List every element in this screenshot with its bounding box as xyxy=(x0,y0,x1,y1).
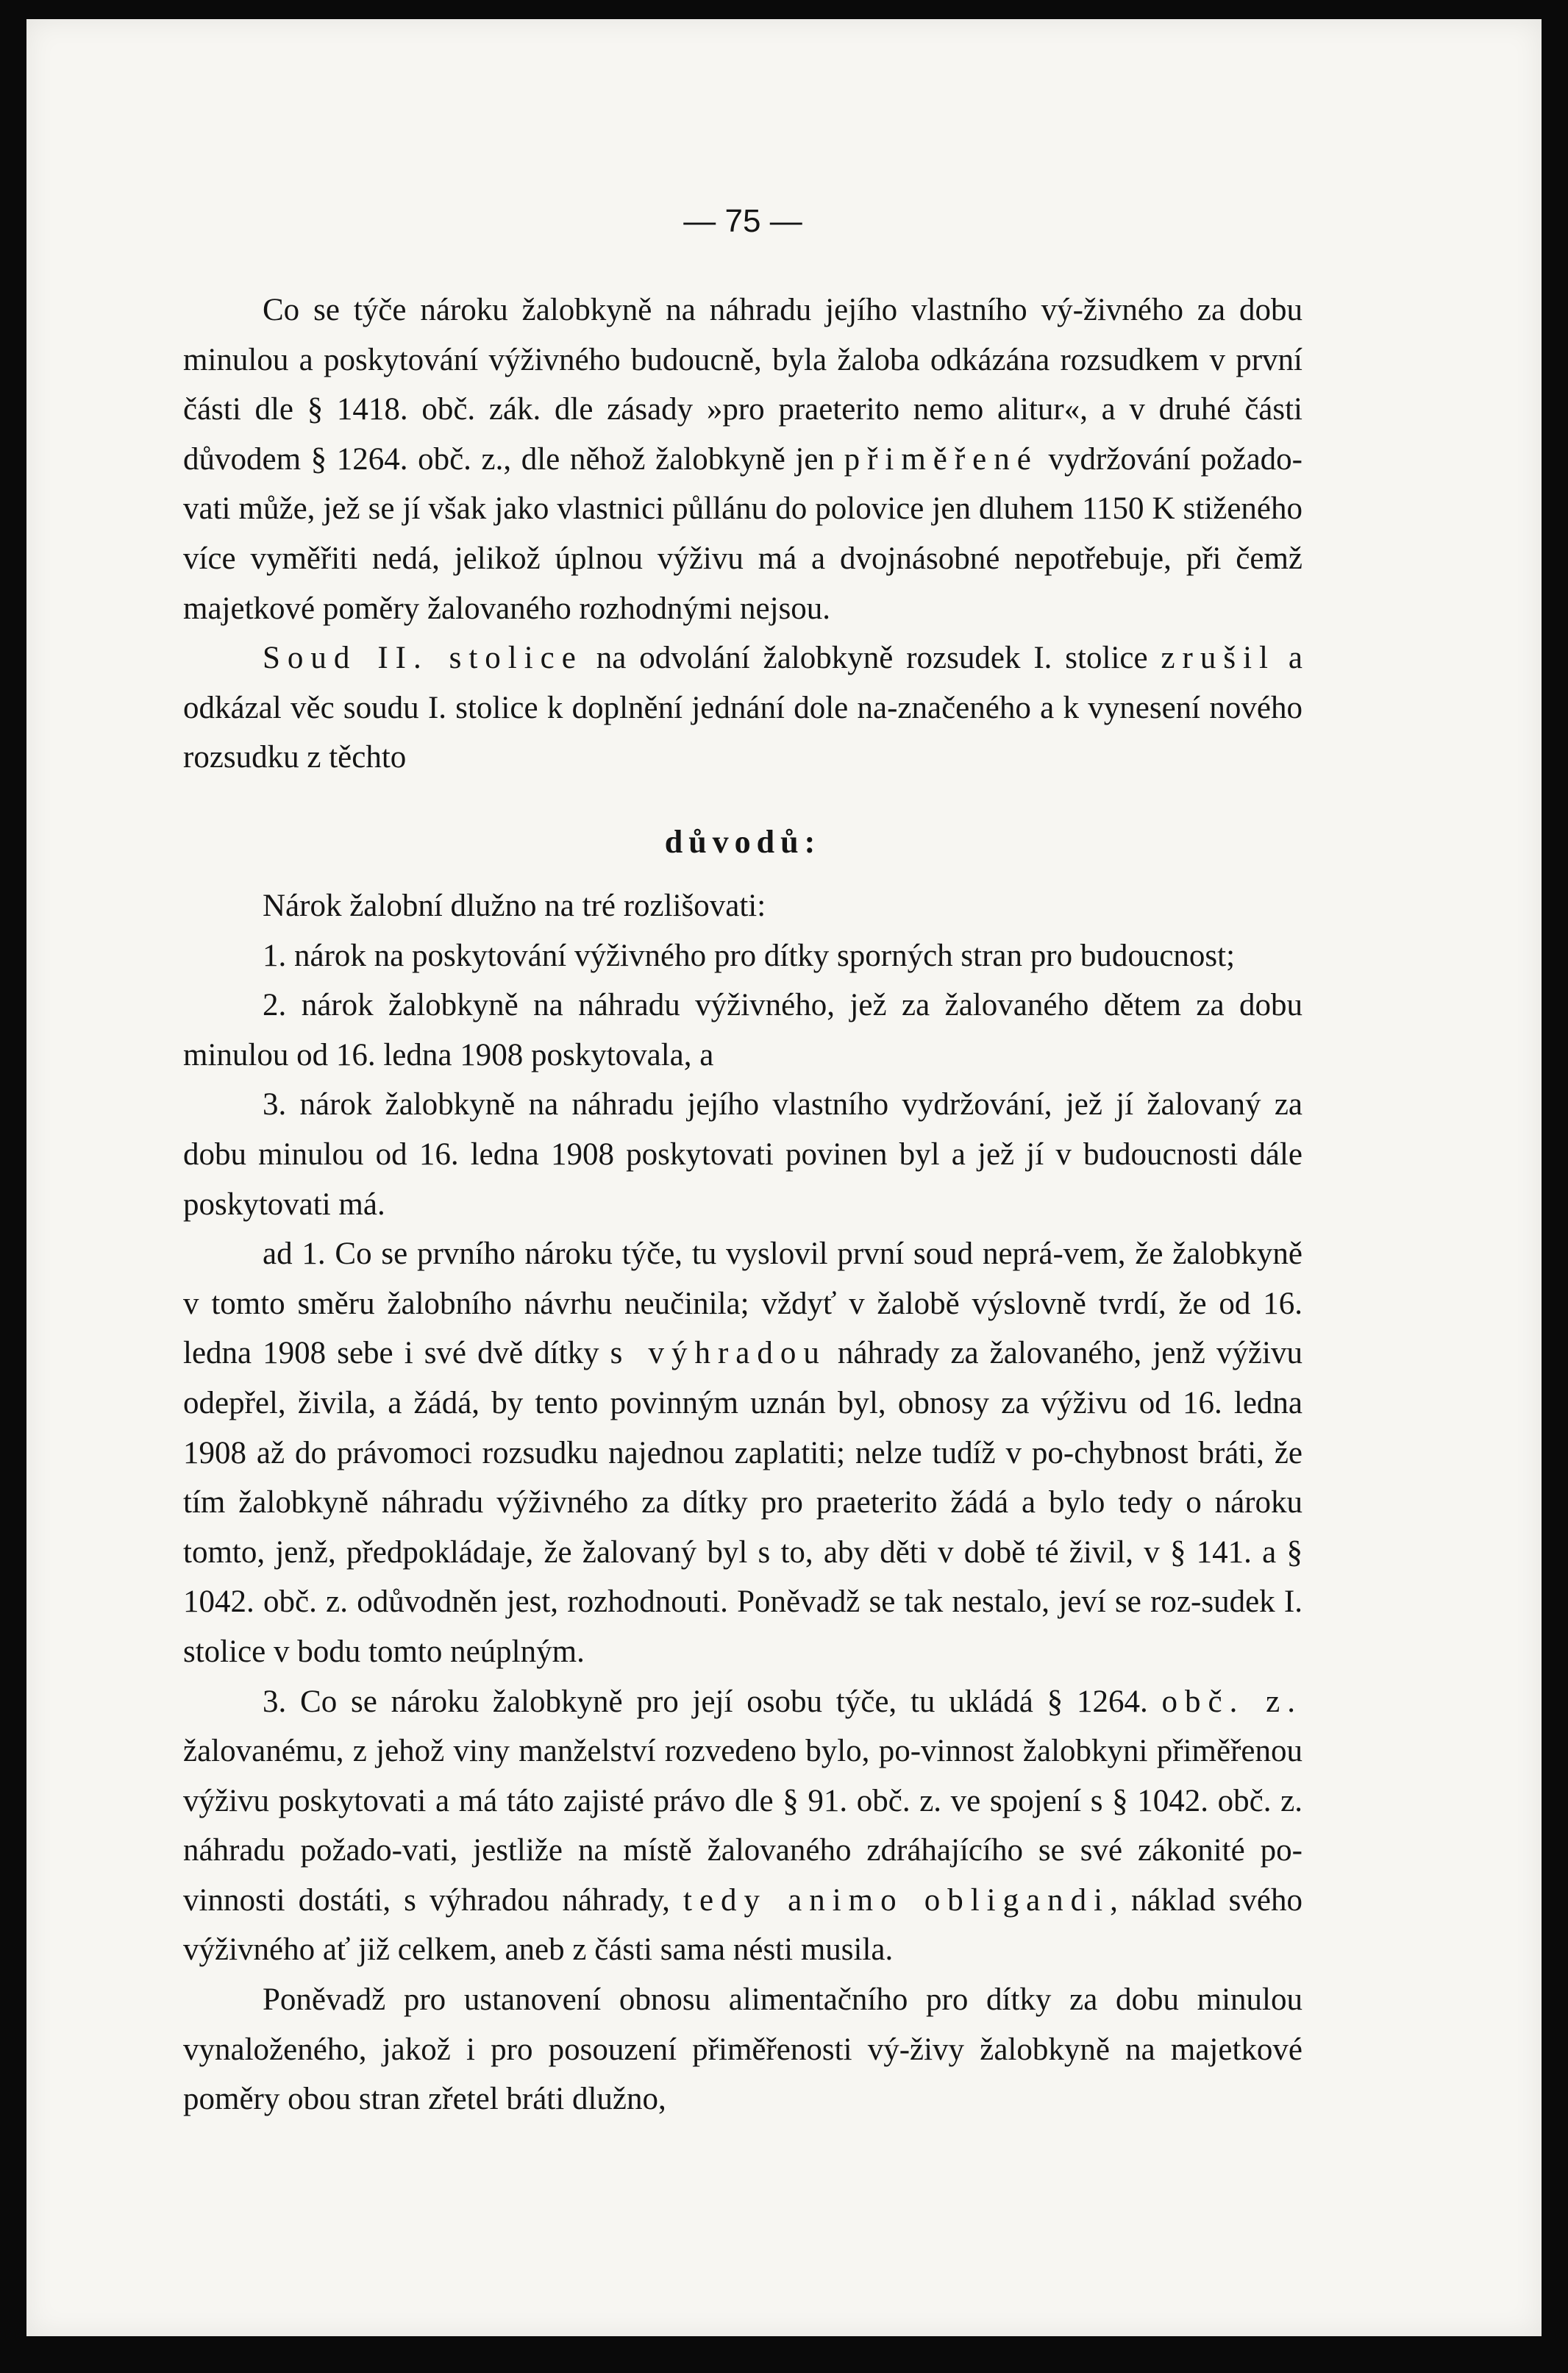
reasons-section xyxy=(183,881,1302,2124)
paragraph: ad 1. Co se prvního nároku týče, tu vyslovil první soud neprá-vem, že žalobkyně v tomto směru žalobního návrhu neučinila; vždyť v žalobě výslovně tvrdí, že od 16. ledna 1908 sebe i své dvě dítky s výhradou náhrady za žalovaného, jenž výživu odepřel, živila, a žádá, by tento povinným uznán byl, obnosy za výživu od 16. ledna 1908 až do právomoci rozsudku najednou zaplatiti; nelze tudíž v po-chybnost bráti, že tím žalobkyně náhradu výživného za dítky pro praeterito žádá a bylo tedy o nároku tomto, jenž, předpokládaje, že žalovaný byl s to, aby děti v době té živil, v § 141. a § 1042. obč. z. odůvodněn jest, rozhodnouti. Poněvadž se tak nestalo, jeví se roz-sudek I. stolice v bodu tomto neúplným. xyxy=(183,1237,1302,1669)
intro-section xyxy=(183,285,1302,783)
paragraph: Co se týče nároku žalobkyně na náhradu jejího vlastního vý-živného za dobu minulou a poskytování výživného budoucně, byla žaloba odkázána rozsudkem v první části dle § 1418. obč. zák. dle zásady »pro praeterito nemo alitur«, a v druhé části důvodem § 1264. obč. z., dle něhož žalobkyně jen přiměřené vydržování požado-vati může, jež se jí však jako vlastnici půllánu do polovice jen dluhem 1150 K stiženého více vyměřiti nedá, jelikož úplnou výživu má a dvojnásobné nepotřebuje, při čemž majetkové poměry žalovaného rozhodnými nejsou. xyxy=(183,293,1302,626)
section-heading: důvodů: xyxy=(664,824,822,860)
paragraph: Poněvadž pro ustanovení obnosu alimentačního pro dítky za dobu minulou vynaloženého, jakož i pro posouzení přiměřenosti vý-živy žalobkyně na majetkové poměry obou stran zřetel bráti dlužno, xyxy=(183,1982,1302,2117)
document-page xyxy=(26,19,1542,2336)
paragraph: 2. nárok žalobkyně na náhradu výživného, jež za žalovaného dětem za dobu minulou od 16. ledna 1908 poskytovala, a xyxy=(183,988,1302,1072)
page-number: — 75 — xyxy=(683,203,802,239)
paragraph: 3. Co se nároku žalobkyně pro její osobu týče, tu ukládá § 1264. obč. z. žalovanému, z jehož viny manželství rozvedeno bylo, po-vinnost žalobkyni přiměřenou výživu poskytovati a má táto zajisté právo dle § 91. obč. z. ve spojení s § 1042. obč. z. náhradu požado-vati, jestliže na místě žalovaného zdráhajícího se své zákonité po-vinnosti dostáti, s výhradou náhrady, tedy animo obligandi, náklad svého výživného ať již celkem, aneb z části sama nésti musila. xyxy=(183,1684,1303,1968)
paragraph: Soud II. stolice na odvolání žalobkyně rozsudek I. stolice zrušil a odkázal věc soudu I. stolice k doplnění jednání dole na-značeného a k vynesení nového rozsudku z těchto xyxy=(183,641,1302,775)
paragraph: Nárok žalobní dlužno na tré rozlišovati: xyxy=(263,889,766,923)
paragraph: 1. nárok na poskytování výživného pro dítky sporných stran pro budoucnost; xyxy=(263,938,1236,973)
paragraph: 3. nárok žalobkyně na náhradu jejího vlastního vydržování, jež jí žalovaný za dobu minulou od 16. ledna 1908 poskytovati povinen byl a jež jí v budoucnosti dále poskytovati má. xyxy=(183,1087,1302,1222)
